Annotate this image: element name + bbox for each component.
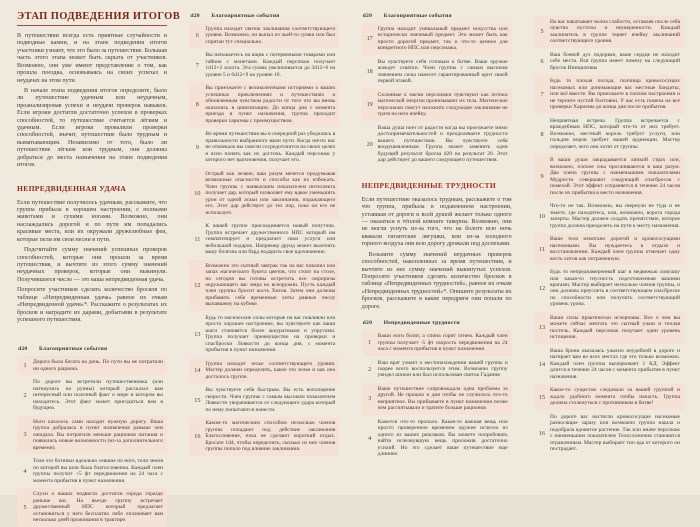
table-row: [362, 330, 512, 355]
row-text: Возможно это сытный завтрак так на вас повлиял или запах магического букета цветов, что стоит на столе, но сегодня вы готовы встретить все сюрпризы окружающего вас мира во всеоружии. Пусть каждый член группы бросит кость Хитов. Затем они должны прибавить себе временные хиты равные числу выпавшему на кубике.: [205, 262, 336, 308]
row-text: Какое-то существо следовало за вашей группой и ждало удобного момента чтобы напасть. Группа должна столкнуться с противником в битве!: [549, 387, 680, 407]
table-row: [534, 75, 684, 113]
die-label: d20: [362, 13, 373, 19]
intro-paragraph: В начале этапа подведения итогов определите, было ли путешествие удачным или неудачным, проанализировав успехи и неудачи проверок навыков. Если игроки достигли достаточно успехов в проверках способностей, то путешествие считается лёгким и удачным. Если игроки провалили проверки способностей, значит, путешествие было трудным и выматывающим. Независимо от того, было ли путешествие лёгким или трудным, они должны добраться до места назначения на этапе подведения итогов.: [17, 87, 167, 169]
row-number: 16: [194, 432, 201, 440]
table-row: [534, 411, 684, 456]
table-row: [534, 345, 684, 383]
table-row: [189, 260, 339, 311]
table-row: [189, 128, 339, 166]
row-number: 14: [194, 367, 201, 375]
row-number: 1: [368, 339, 372, 347]
row-text: Ваш враг узнает о местонахождении вашей группы и скорее всего воспользуется этим. Возможно группу увидел шпион или был использован свиток Гадания: [377, 359, 508, 379]
column-1: [17, 11, 181, 524]
fortune-table-title: Благоприятные события: [39, 346, 108, 353]
row-number: 11: [194, 235, 201, 243]
row-text: Толи это ботинки идеально севшие по ноге, толи земля по которой вы шли была благословенна. Каждый член группы получит +5 фт передвижения на 24 часа с момента прибытия в пункт назначения.: [33, 458, 163, 484]
table-row: [189, 312, 339, 357]
row-text: Вы чувствуете себя быстрым. Вы есть воплощение скорости. Член группы с самым высоким показателем Ловкости уворачивается от следующего удара который по нему попытаются нанести.: [205, 387, 336, 413]
trouble-paragraph: Возьмите сумму значений неудачных проверок способностей, накопленных за время путешествия, и вычтите из нее сумму значений выкинутых успехов. Попросите участников сделать количество бросков в таблице «Непредвиденных трудностей», равное их очкам «Непредвиденных трудностей»*. Опишите результаты их бросков, расскажите в какие передряги они попали по дороге.: [361, 251, 512, 310]
row-text: Будь то непреднамеренный шаг в медвежью ловушку или какая-то гнусность подготовленная вашими врагами, Мастер выбирает несколько членов группы, и они должны преуспеть в соответствующем спасброске по способности или получить соответствующий уровень урона.: [549, 269, 680, 308]
row-text: Ваш боевой дух подорван, ваше сердце не находит себе места. Вся группа имеет помеху на следующий бросок Инициативы: [549, 51, 680, 71]
row-number: 4: [23, 467, 27, 475]
row-number: 1: [23, 362, 27, 370]
die-label: d20: [190, 13, 200, 19]
row-text: Каким-то магическим способом несколько членов группы попадают под действие заклинания Благословение, пока не сделают короткий отдых. Бросьте 1d4, чтобы определить, сколько из них членов группы попало под влияние заклинания.: [205, 420, 336, 453]
row-text: Вы чувствуете себя готовым к битве. Ваше оружие жаждет схватки. Член группы с самым высоким значением силы нанесет гарантированный крит своей первой атакой.: [377, 58, 508, 85]
trouble-section-title: НЕПРЕДВИДЕННЫЕ ТРУДНОСТИ: [361, 180, 497, 190]
row-number: 16: [538, 429, 546, 437]
row-text: Кажется что-то пропало. Какая-то важная вещь или просто проверенное временем оружие исчезло из одного из ваших рюкзаков. Вы можете попробовать найти исчезнувшую вещь приложив достаточно усилий. Но это сделает ваше путешествие еще длиннее.: [377, 418, 508, 458]
fortune-table-header: [17, 346, 167, 352]
row-number: 2: [368, 365, 372, 373]
table-row: [362, 416, 512, 461]
table-row: [362, 122, 512, 167]
row-number: 9: [540, 173, 544, 181]
fortune-table-title: Благоприятные события: [383, 13, 452, 19]
row-text: Что-то не так. Возможно, вы свернули не туда и не знаете, где находитесь, или, возможно, ворота города заперты. Мастер должен создать препятствие, которое группа должна преодолеть на пути к месту назначения.: [549, 203, 680, 229]
row-text: Группа находит свиток заклинания соответствующего уровня. Возможно, он выпал из чьей-то сумки или был спрятан тут специально.: [205, 26, 336, 45]
row-number: 14: [538, 360, 546, 368]
intro-paragraph: В путешествии всегда есть приятные случайности и подводные камни, и на этапе подведения итогов участники узнают, что это было за путешествие. Большая часть этого этапа может быть скрыта от участников. Возможно, они уже имеют представление о том, как прошла поездка, основываясь на своих успехах и неудачах на этом пути.: [17, 33, 167, 84]
die-label: d20: [18, 346, 28, 353]
table-row: [534, 16, 684, 48]
row-text: Вы натыкаетесь на ящик с потерянными товарами или тайник с монетами. Каждый персонаж получает 1d12+3 золота. Эта сумма увеличивается до 3d12+6 на уровне 5 и 6d12+9 на уровне 10.: [205, 52, 336, 78]
table-row: [189, 384, 339, 416]
table-row: [534, 312, 684, 344]
row-number: 13: [538, 324, 546, 332]
row-number: 10: [194, 189, 201, 197]
table-row: [534, 384, 684, 409]
row-text: Ваши силы практически исчерпаны. Все о чем вы можете сейчас мечтать это сытный ужин и теплая постель. Каждый персонаж получает один уровень истощения.: [549, 314, 680, 341]
table-row: [362, 89, 512, 121]
row-number: 15: [194, 396, 201, 404]
row-number: 10: [538, 212, 546, 220]
table-row: [534, 233, 684, 265]
row-text: Вы приезжаете с великолепными историями о ваших успешных приключениях и путешествиях и обновленным чувством радости от того что вы вновь оказались в цивилизации. До конца дня с момента приезда в пункт назначения, группа проходит проверки харизмы с преимуществом.: [205, 85, 336, 124]
trouble-paragraph: Если путешествие оказалось трудным, расскажите о том что группа, прибыла в подавленном настроении, уставшая от дороги и всей душой желает только одного — оказаться в тёплой комнате таверны. Возможно, они не могли уснуть из-за того, что на болоте всю ночь квакали гигантские лягушки, или из-за холодного горного воздуха они всю дорогу дрожали под доспехами.: [361, 196, 512, 248]
row-number: 6: [540, 58, 544, 66]
row-text: Во время путешествия вы в очередной раз убедились в правильности выбранного вами пути. Когда ничто вас не отвлекало вы смогли сосредоточится на своих целях и ясно понять как их достичь. Каждый персонаж у которого нет вдохновения, получает его.: [205, 131, 336, 164]
row-text: Ваша душа поет от радости когда вы проезжаете мимо достопримечательностей и преодолеваете трудности вашего путешествия. Вы чувствуете себя воодушевленным. Группа может заменить один будущий результат броска d20 на результат 20. Этот дар действует до вашего следующего путешествия.: [377, 124, 508, 164]
fortune-table-header: [189, 13, 339, 19]
row-number: 12: [194, 281, 201, 289]
table-row: [17, 416, 167, 454]
table-row: [362, 56, 512, 88]
row-text: Будь то магические силы которые на вас повлияли или просто хорошее настроение, вы чувствуете как ваши шаги становятся более аккуратными и упругими. Группа получает преимущество на проверки и спасброски Ловкости до конца дня, с момента прибытия в пункт назначения.: [205, 314, 336, 354]
trouble-table-title: Непредвиденные трудности: [383, 320, 460, 327]
row-number: 2: [23, 392, 27, 400]
table-row: [362, 357, 512, 382]
row-number: 6: [195, 32, 199, 40]
table-row: [534, 266, 684, 311]
column-2: [189, 11, 339, 487]
row-number: 8: [540, 130, 544, 138]
page-title: ЭТАП ПОДВЕДЕНИЯ ИТОГОВ: [17, 11, 167, 26]
row-text: Ваша броня оказалась ужасно неудобной в дороге и натирает вам во всех местах где это только возможно. Каждый член группы вычеркивает 1 КД. Эффект длится в течение 24 часов с момента прибытия в пункт назначения.: [549, 347, 680, 380]
fortune-table-header: [362, 13, 512, 19]
table-row: [189, 23, 339, 48]
table-row: [189, 168, 339, 219]
luck-section-title: НЕПРЕДВИДЕННАЯ УДАЧА: [17, 183, 127, 193]
table-row: [189, 417, 339, 455]
row-number: 9: [195, 144, 199, 151]
table-row: [534, 200, 684, 232]
row-text: Группа находит уникальный предмет искусства или исторически значимый предмет. Это может быть как просто дорогой предмет, так и что-то ценное для конкретного НПС или персонажа.: [377, 26, 508, 52]
row-text: Ваше путешествие сопровождала одна проблема за другой. Не прошло и дня чтобы не случилось что-то неприятное. Вы прибываете в пункт назначения позже чем рассчитывали и тратите больше рационов: [377, 385, 508, 412]
row-number: 3: [23, 431, 27, 439]
row-number: 19: [366, 101, 373, 109]
table-row: [534, 115, 684, 153]
row-text: Будь то плохая погода, полчища кровососущих насекомых или донимающие вас местные бандиты, или всё вместе. Вы приезжаете в плохом настроении и не терпите пустой болтовни. У вас есть помеха на все проверки Харизмы до конца дня после прибытия.: [549, 78, 680, 111]
row-text: Неприятная встреча. Группа встречается с враждебным НПС, который что-то от них требует. Возможно, местный король требует услуги, или гильдия воров требует вашей аудиенции. Мастер определяет, чего они хотят от группы.: [549, 117, 680, 150]
row-number: 12: [538, 284, 546, 292]
column-4: [534, 11, 684, 487]
table-row: [17, 488, 167, 526]
luck-paragraph: Попросите участников сделать количество бросков по таблице «Непредвиденная удача» равное их очкам «Непредвиденной удачи»*. Расскажите о результатах их бросков и наградите их дарами, добытыми в результате успешного путешествия.: [17, 287, 167, 323]
row-number: 13: [194, 330, 201, 338]
row-number: 5: [540, 28, 544, 36]
row-number: 15: [538, 393, 546, 401]
table-row: [189, 49, 339, 81]
table-row: [362, 383, 512, 415]
row-text: По дороге вас настигли кровососущие насекомые разносящие заразу или возможно группа нашла и подобрала ядовитое растение. Так или иначе персонаж с наименьшим показателем Телосложения становится отравленным. Мастер выбирает тип яда от которого он пострадает.: [549, 413, 680, 453]
row-number: 3: [368, 395, 372, 403]
table-row: [17, 356, 167, 375]
luck-paragraph: Если путешествие получилось удачным, расскажите, что группа прибыла в хорошем настроении, с полными животами и сухими ногами. Возможно, они наслаждались дорогой и по пути им попадались красивые места, или их окружали дружелюбные феи, которые пели им свои песни в пути.: [17, 199, 167, 243]
row-number: 7: [540, 91, 544, 99]
row-number: 5: [23, 503, 27, 511]
row-text: На вас накатывает волна слабости, оставляя после себя чувство пустоты и неуверенности. Каждый заклинатель в группе теряет ячейку заклинаний соответствующего уровня.: [549, 19, 680, 45]
table-row: [189, 82, 339, 127]
row-number: 7: [195, 61, 199, 69]
row-text: В ваши души закрадывается липкий страх или, возможно, плохие сны просачиваются в ваш разум. Два члена группы с наименьшими показателями Мудрости совершают следующий спасбросок с помехой. Этот эффект сохраняется в течение 24 часов после их прибытия в место назначения.: [549, 157, 680, 196]
row-text: К вашей группе присоединяется новый попутчик. Группа встречает дружественного НПС который им симпатизирует и предлагает свои услуги или небольшой подарок. Например друид может вылечить вашу болезнь или бард подарить свое вдохновение.: [205, 223, 336, 256]
row-number: 18: [366, 68, 373, 76]
row-text: Ваше тело измотано дорогой и кровососущими насекомыми. Вы нуждаетесь в отдыхе и восстановлении. Каждый член группы отмечает одну кость хитов как потраченную.: [549, 236, 680, 262]
row-number: 11: [539, 245, 545, 253]
fortune-table-title: Благоприятные события: [211, 13, 280, 19]
die-label: d20: [362, 320, 373, 327]
table-row: [17, 455, 167, 487]
row-text: Слухи о ваших подвигах достигли города гораздо раньше вас. На въезде группу встречает дружественный НПС который предлагает остановиться у него бесплатно либо оплачивает вам несколько дней проживания в трактире.: [33, 491, 163, 524]
table-row: [189, 358, 339, 383]
table-row: [17, 376, 167, 414]
row-text: Дорога была богата на дичь. По пути вы не потратили ни одного рациона.: [33, 359, 163, 372]
row-number: 17: [366, 35, 373, 43]
row-number: 4: [368, 434, 372, 442]
column-3: [362, 11, 512, 487]
row-text: Склонные к магии персонажи чувствуют как потоки магической энергии пронизывают их тела. Магические персонажи смогут наложить следующее заклинание не тратя на него ячейку.: [377, 91, 508, 118]
table-row: [534, 154, 684, 199]
row-number: 8: [195, 101, 199, 109]
table-row: [362, 23, 512, 55]
row-text: Группа находит зелье соответствующего уровня. Мастер должен определить, какое это зелье и как оно досталось группе.: [205, 360, 336, 380]
trouble-table-header: [362, 320, 512, 326]
row-text: Ваши ноги болят, а спина горит огнем. Каждый член группы получает -5 фт скорость передвижения на 24 часа с момента прибытия в пункт назначения: [377, 333, 508, 353]
table-row: [534, 49, 684, 74]
table-row: [189, 220, 339, 258]
row-text: По дороге вы встретили путешественника (или наткнулись на руины) который рассказал вам интересный или полезный факт о мире в котором вы находитесь. Этот факт может пригодиться вам в будущем.: [33, 379, 163, 412]
luck-paragraph: Подсчитайте сумму значений успешных проверок способностей, которые они прошли за время путешествия, и вычтите из этого сумму значений неудачных проверок, которые они выкинули. Получившееся число — это ваша непредвиденная удача.: [17, 247, 167, 283]
row-text: Острый как лезвие, ваш разум мечется продумывая возможные опасности и способы как их избежать. Член группы с наивысшим показателем интеллекта получает дар, который позволяет ему вдвое уменьшить урон от одной атаки или заклинания, поражающего его. Этот дар действует до тех пор, пока он его не использует.: [205, 170, 336, 216]
row-number: 20: [366, 140, 373, 148]
row-text: Ноги казалось сами находят нужную дорогу. Ваша группа добралась в пункт назначения раньше чем ожидала. Вы потратили меньше рационов питания и появились новые возможности (из-за дополнительного времени).: [33, 418, 163, 451]
